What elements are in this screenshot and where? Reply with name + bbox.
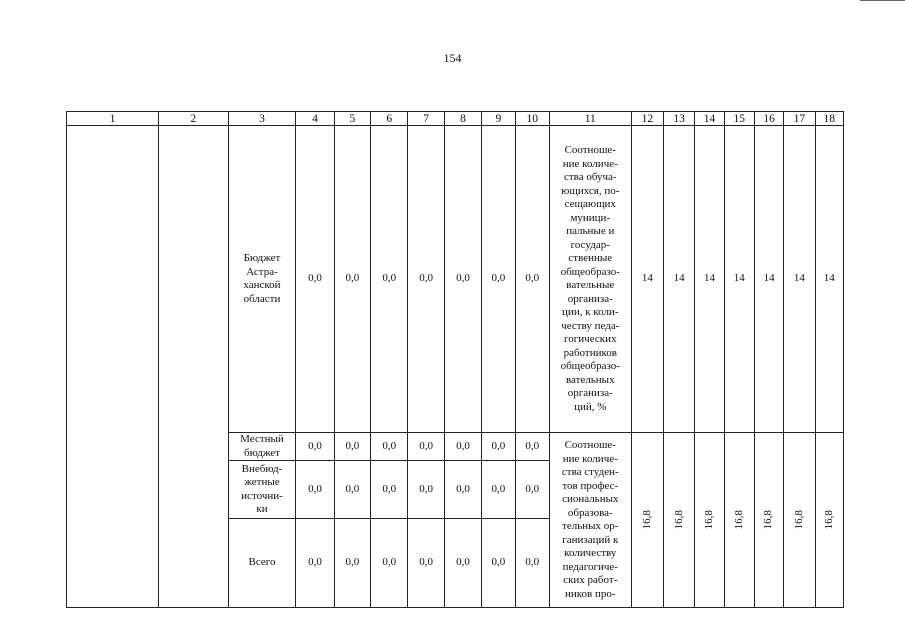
target-value-cell: 16,8 bbox=[815, 433, 843, 608]
header-cell: 11 bbox=[549, 112, 631, 126]
target-value-cell: 16,8 bbox=[724, 433, 754, 608]
target-value-cell: 14 bbox=[784, 126, 815, 433]
header-cell: 1 bbox=[67, 112, 159, 126]
value-cell: 0,0 bbox=[296, 433, 334, 461]
target-value-cell: 14 bbox=[815, 126, 843, 433]
value-cell: 0,0 bbox=[482, 433, 515, 461]
value-cell: 0,0 bbox=[371, 519, 408, 608]
value-cell: 0,0 bbox=[371, 461, 408, 519]
value-cell: 0,0 bbox=[482, 461, 515, 519]
value-cell: 0,0 bbox=[371, 126, 408, 433]
value-cell: 0,0 bbox=[444, 433, 481, 461]
target-value-cell: 16,8 bbox=[664, 433, 695, 608]
header-cell: 9 bbox=[482, 112, 515, 126]
column-number-row bbox=[67, 112, 844, 126]
empty-cell-col1 bbox=[67, 126, 159, 608]
header-cell: 15 bbox=[724, 112, 754, 126]
header-cell: 4 bbox=[296, 112, 334, 126]
value-cell: 0,0 bbox=[408, 519, 444, 608]
header-cell: 18 bbox=[815, 112, 843, 126]
value-cell: 0,0 bbox=[444, 519, 481, 608]
value-cell: 0,0 bbox=[334, 461, 370, 519]
funding-source-cell: Бюджет Астра- ханской области bbox=[228, 126, 296, 433]
header-cell: 17 bbox=[784, 112, 815, 126]
value-cell: 0,0 bbox=[515, 433, 549, 461]
value-cell: 0,0 bbox=[334, 126, 370, 433]
value-cell: 0,0 bbox=[334, 433, 370, 461]
scan-edge-line bbox=[860, 0, 905, 4]
header-cell: 3 bbox=[228, 112, 296, 126]
value-cell: 0,0 bbox=[444, 126, 481, 433]
page-number: 154 bbox=[443, 51, 462, 65]
header-cell: 10 bbox=[515, 112, 549, 126]
indicator-description-cell: Соотноше- ние количе- ства обуча- ющихся, по- сещающих муници- пальные и государ- ственные общеобразо- вательные организа- ции, к коли- честву педа- гогических работников общеобразо- вательных организа- ций, % bbox=[549, 126, 631, 433]
header-cell: 13 bbox=[664, 112, 695, 126]
target-value-cell: 16,8 bbox=[631, 433, 663, 608]
target-value-cell: 16,8 bbox=[784, 433, 815, 608]
funding-source-cell: Местный бюджет bbox=[228, 433, 296, 461]
value-cell: 0,0 bbox=[408, 126, 444, 433]
value-cell: 0,0 bbox=[482, 126, 515, 433]
header-cell: 7 bbox=[408, 112, 444, 126]
value-cell: 0,0 bbox=[444, 461, 481, 519]
funding-source-cell: Внебюд- жетные источни- ки bbox=[228, 461, 296, 519]
header-cell: 2 bbox=[158, 112, 228, 126]
value-cell: 0,0 bbox=[296, 461, 334, 519]
value-cell: 0,0 bbox=[515, 461, 549, 519]
empty-cell-col2 bbox=[158, 126, 228, 608]
header-cell: 5 bbox=[334, 112, 370, 126]
value-cell: 0,0 bbox=[515, 126, 549, 433]
target-value-cell: 14 bbox=[695, 126, 724, 433]
header-cell: 12 bbox=[631, 112, 663, 126]
value-cell: 0,0 bbox=[515, 519, 549, 608]
header-cell: 14 bbox=[695, 112, 724, 126]
target-value-cell: 16,8 bbox=[754, 433, 783, 608]
target-value-cell: 14 bbox=[631, 126, 663, 433]
program-indicators-table bbox=[66, 111, 844, 608]
value-cell: 0,0 bbox=[408, 433, 444, 461]
header-cell: 16 bbox=[754, 112, 783, 126]
header-cell: 8 bbox=[444, 112, 481, 126]
indicator-description-cell: Соотноше- ние количе- ства студен- тов профес- сиональных образова- тельных ор- ганизаций к количеству педагогиче- ских работ- ников про- bbox=[549, 433, 631, 608]
funding-source-cell: Всего bbox=[228, 519, 296, 608]
target-value-cell: 14 bbox=[664, 126, 695, 433]
header-cell: 6 bbox=[371, 112, 408, 126]
value-cell: 0,0 bbox=[296, 126, 334, 433]
value-cell: 0,0 bbox=[482, 519, 515, 608]
target-value-cell: 16,8 bbox=[695, 433, 724, 608]
value-cell: 0,0 bbox=[371, 433, 408, 461]
value-cell: 0,0 bbox=[296, 519, 334, 608]
target-value-cell: 14 bbox=[724, 126, 754, 433]
target-value-cell: 14 bbox=[754, 126, 783, 433]
value-cell: 0,0 bbox=[408, 461, 444, 519]
table-row bbox=[67, 126, 844, 433]
value-cell: 0,0 bbox=[334, 519, 370, 608]
